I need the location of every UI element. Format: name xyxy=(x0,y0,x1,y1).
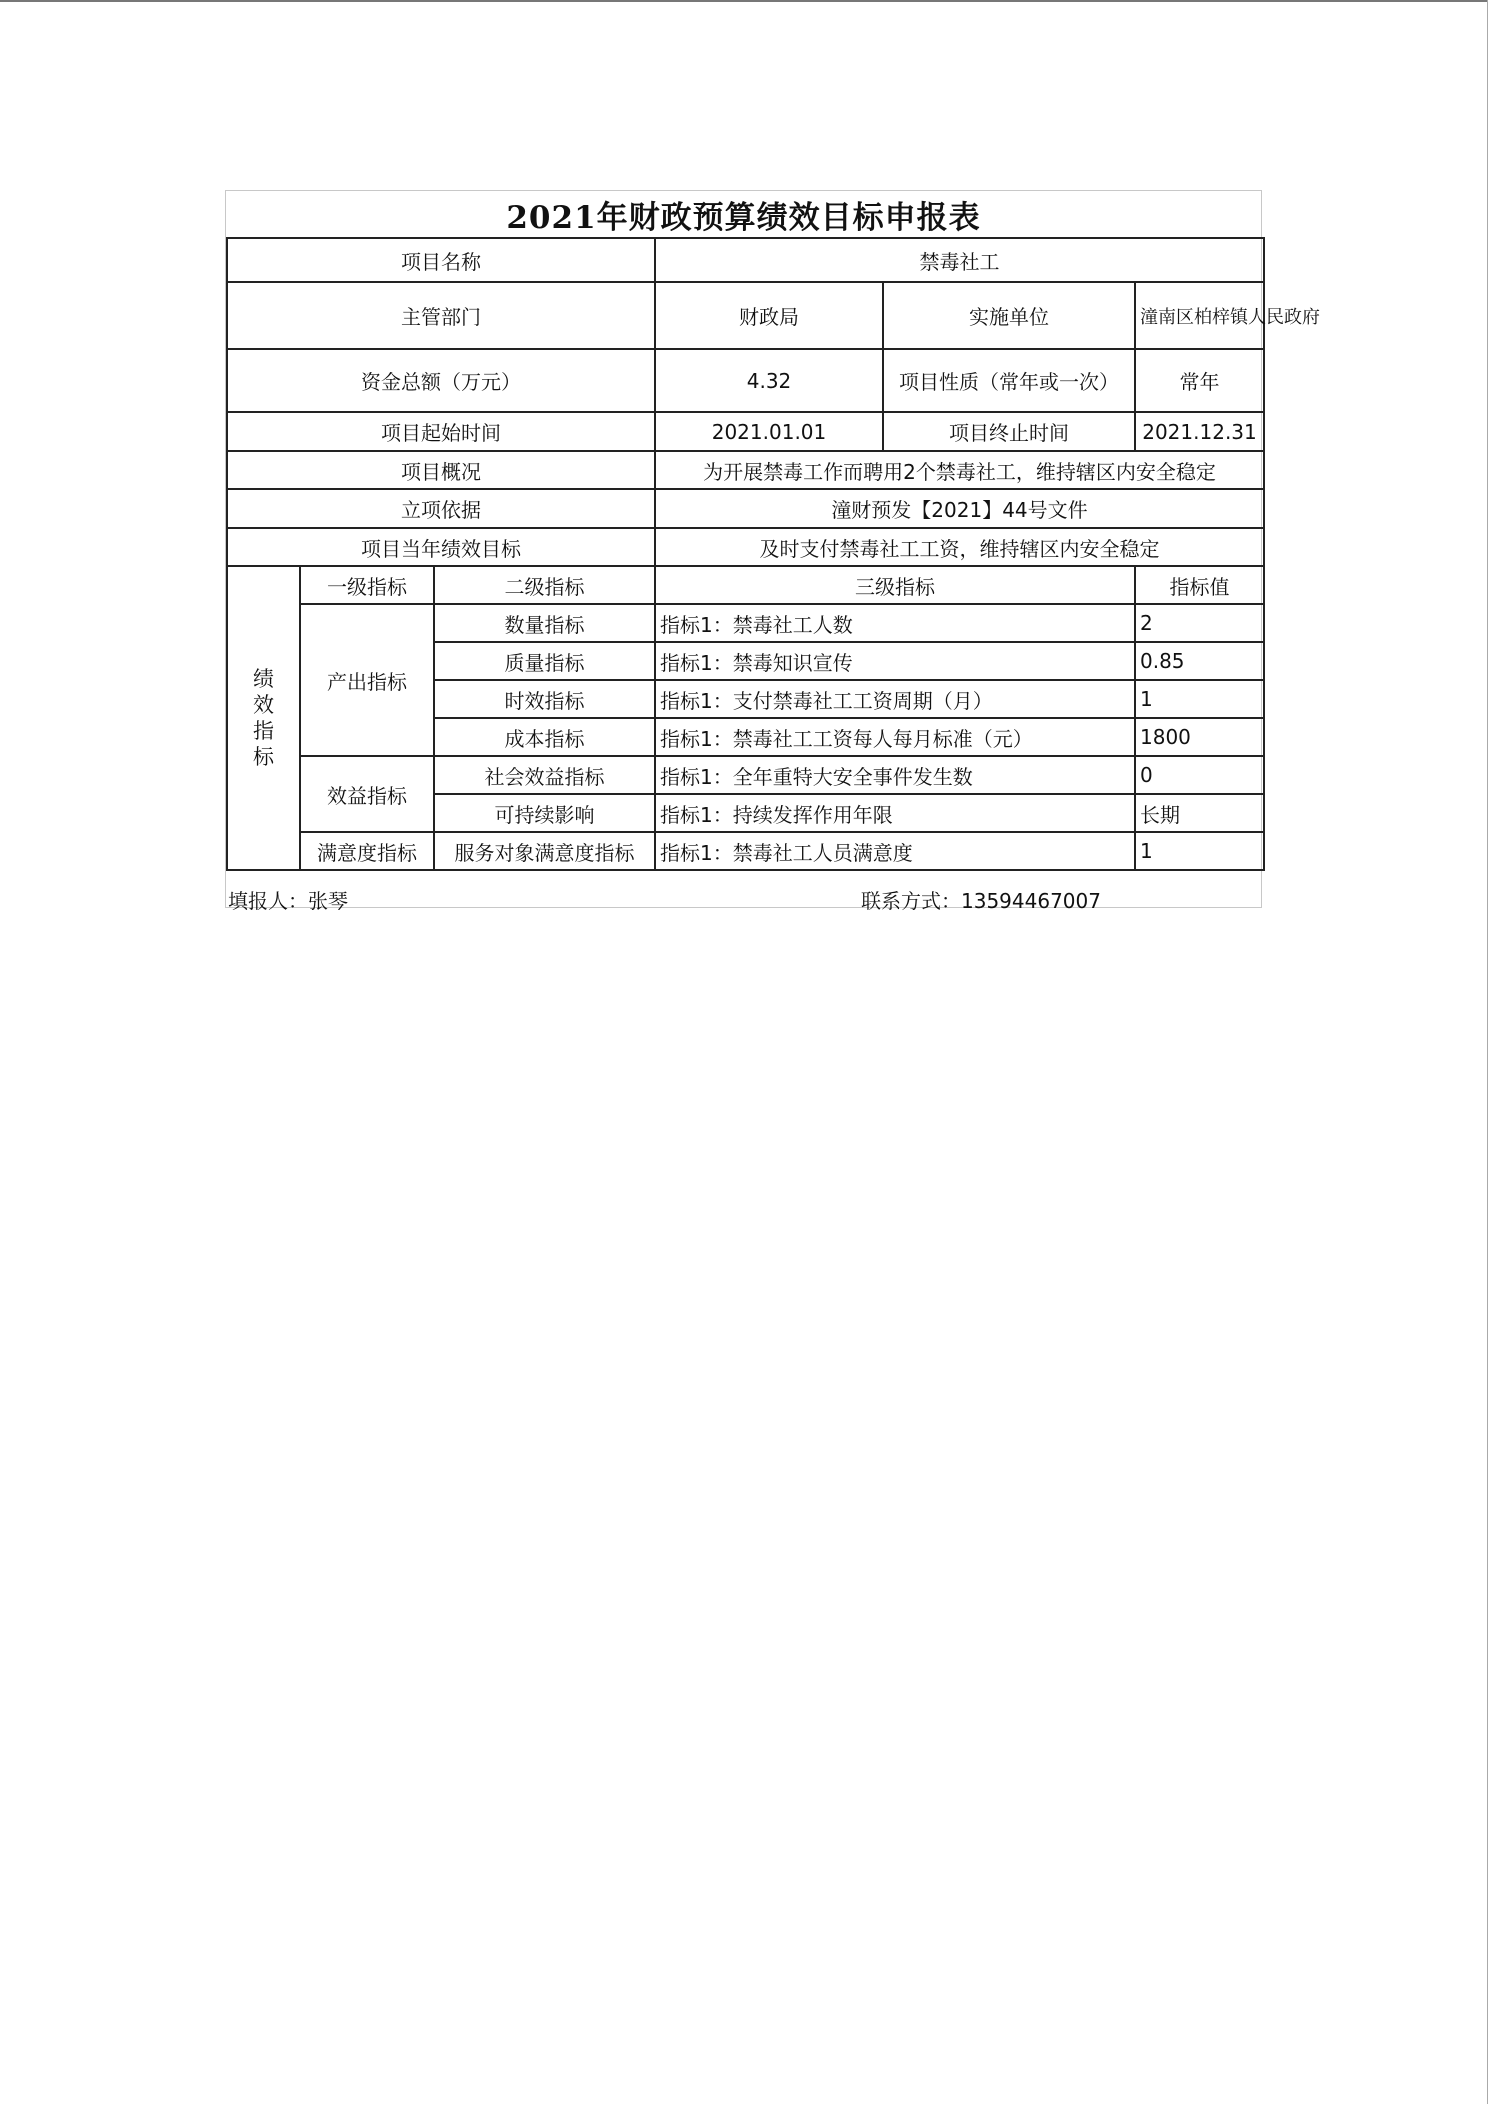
value-basis: 潼财预发【2021】44号文件 xyxy=(655,489,1264,528)
indicator-header-row xyxy=(227,566,1264,604)
value-project-name: 禁毒社工 xyxy=(655,238,1264,282)
header-value: 指标值 xyxy=(1135,566,1264,604)
value-end-date: 2021.12.31 xyxy=(1135,412,1264,451)
row-goal xyxy=(227,528,1264,566)
label-project-name: 项目名称 xyxy=(227,238,655,282)
header-level1: 一级指标 xyxy=(300,566,434,604)
level3-cell: 指标1：支付禁毒社工工资周期（月） xyxy=(655,680,1135,718)
label-goal: 项目当年绩效目标 xyxy=(227,528,655,566)
row-department xyxy=(227,282,1264,349)
level2-cell: 服务对象满意度指标 xyxy=(434,832,655,870)
value-implementing-unit: 潼南区柏梓镇人民政府 xyxy=(1135,282,1264,349)
label-start-date: 项目起始时间 xyxy=(227,412,655,451)
side-char: 绩 xyxy=(253,667,274,691)
value-project-nature: 常年 xyxy=(1135,349,1264,412)
label-end-date: 项目终止时间 xyxy=(883,412,1135,451)
table-row xyxy=(227,604,1264,642)
indicator-side-label xyxy=(227,566,300,870)
report-footer xyxy=(226,885,1261,913)
side-char: 指 xyxy=(253,719,274,743)
value-cell: 0 xyxy=(1135,756,1264,794)
level3-cell: 指标1：持续发挥作用年限 xyxy=(655,794,1135,832)
value-cell: 2 xyxy=(1135,604,1264,642)
satisfaction-indicator-label: 满意度指标 xyxy=(300,832,434,870)
level2-cell: 时效指标 xyxy=(434,680,655,718)
level3-cell: 指标1：全年重特大安全事件发生数 xyxy=(655,756,1135,794)
label-project-nature: 项目性质（常年或一次） xyxy=(883,349,1135,412)
row-funds xyxy=(227,349,1264,412)
report-sheet xyxy=(225,190,1320,913)
level2-cell: 质量指标 xyxy=(434,642,655,680)
level3-cell: 指标1：禁毒社工人员满意度 xyxy=(655,832,1135,870)
level2-cell: 数量指标 xyxy=(434,604,655,642)
row-overview xyxy=(227,451,1264,489)
value-start-date: 2021.01.01 xyxy=(655,412,883,451)
value-overview: 为开展禁毒工作而聘用2个禁毒社工，维持辖区内安全稳定 xyxy=(655,451,1264,489)
value-cell: 长期 xyxy=(1135,794,1264,832)
value-funds: 4.32 xyxy=(655,349,883,412)
benefit-indicator-label: 效益指标 xyxy=(300,756,434,832)
value-cell: 1800 xyxy=(1135,718,1264,756)
label-overview: 项目概况 xyxy=(227,451,655,489)
output-indicator-label: 产出指标 xyxy=(300,604,434,756)
level3-cell: 指标1：禁毒社工工资每人每月标准（元） xyxy=(655,718,1135,756)
page-top-border xyxy=(0,0,1488,2)
level2-cell: 可持续影响 xyxy=(434,794,655,832)
level2-cell: 成本指标 xyxy=(434,718,655,756)
level3-cell: 指标1：禁毒知识宣传 xyxy=(655,642,1135,680)
level3-cell: 指标1：禁毒社工人数 xyxy=(655,604,1135,642)
row-basis xyxy=(227,489,1264,528)
value-goal: 及时支付禁毒社工工资，维持辖区内安全稳定 xyxy=(655,528,1264,566)
table-row xyxy=(227,756,1264,794)
value-cell: 0.85 xyxy=(1135,642,1264,680)
contact-info: 联系方式：13594467007 xyxy=(861,889,1101,913)
side-char: 标 xyxy=(253,745,274,769)
label-implementing-unit: 实施单位 xyxy=(883,282,1135,349)
header-level3: 三级指标 xyxy=(655,566,1135,604)
label-basis: 立项依据 xyxy=(227,489,655,528)
filler-name: 填报人：张琴 xyxy=(228,889,348,913)
row-project-name xyxy=(227,238,1264,282)
header-level2: 二级指标 xyxy=(434,566,655,604)
side-char: 效 xyxy=(253,693,274,717)
value-department: 财政局 xyxy=(655,282,883,349)
report-table xyxy=(226,237,1320,871)
page-title: 2021年财政预算绩效目标申报表 xyxy=(506,199,981,236)
level2-cell: 社会效益指标 xyxy=(434,756,655,794)
table-row xyxy=(227,832,1264,870)
row-dates xyxy=(227,412,1264,451)
label-department: 主管部门 xyxy=(227,282,655,349)
label-funds: 资金总额（万元） xyxy=(227,349,655,412)
value-cell: 1 xyxy=(1135,832,1264,870)
value-cell: 1 xyxy=(1135,680,1264,718)
